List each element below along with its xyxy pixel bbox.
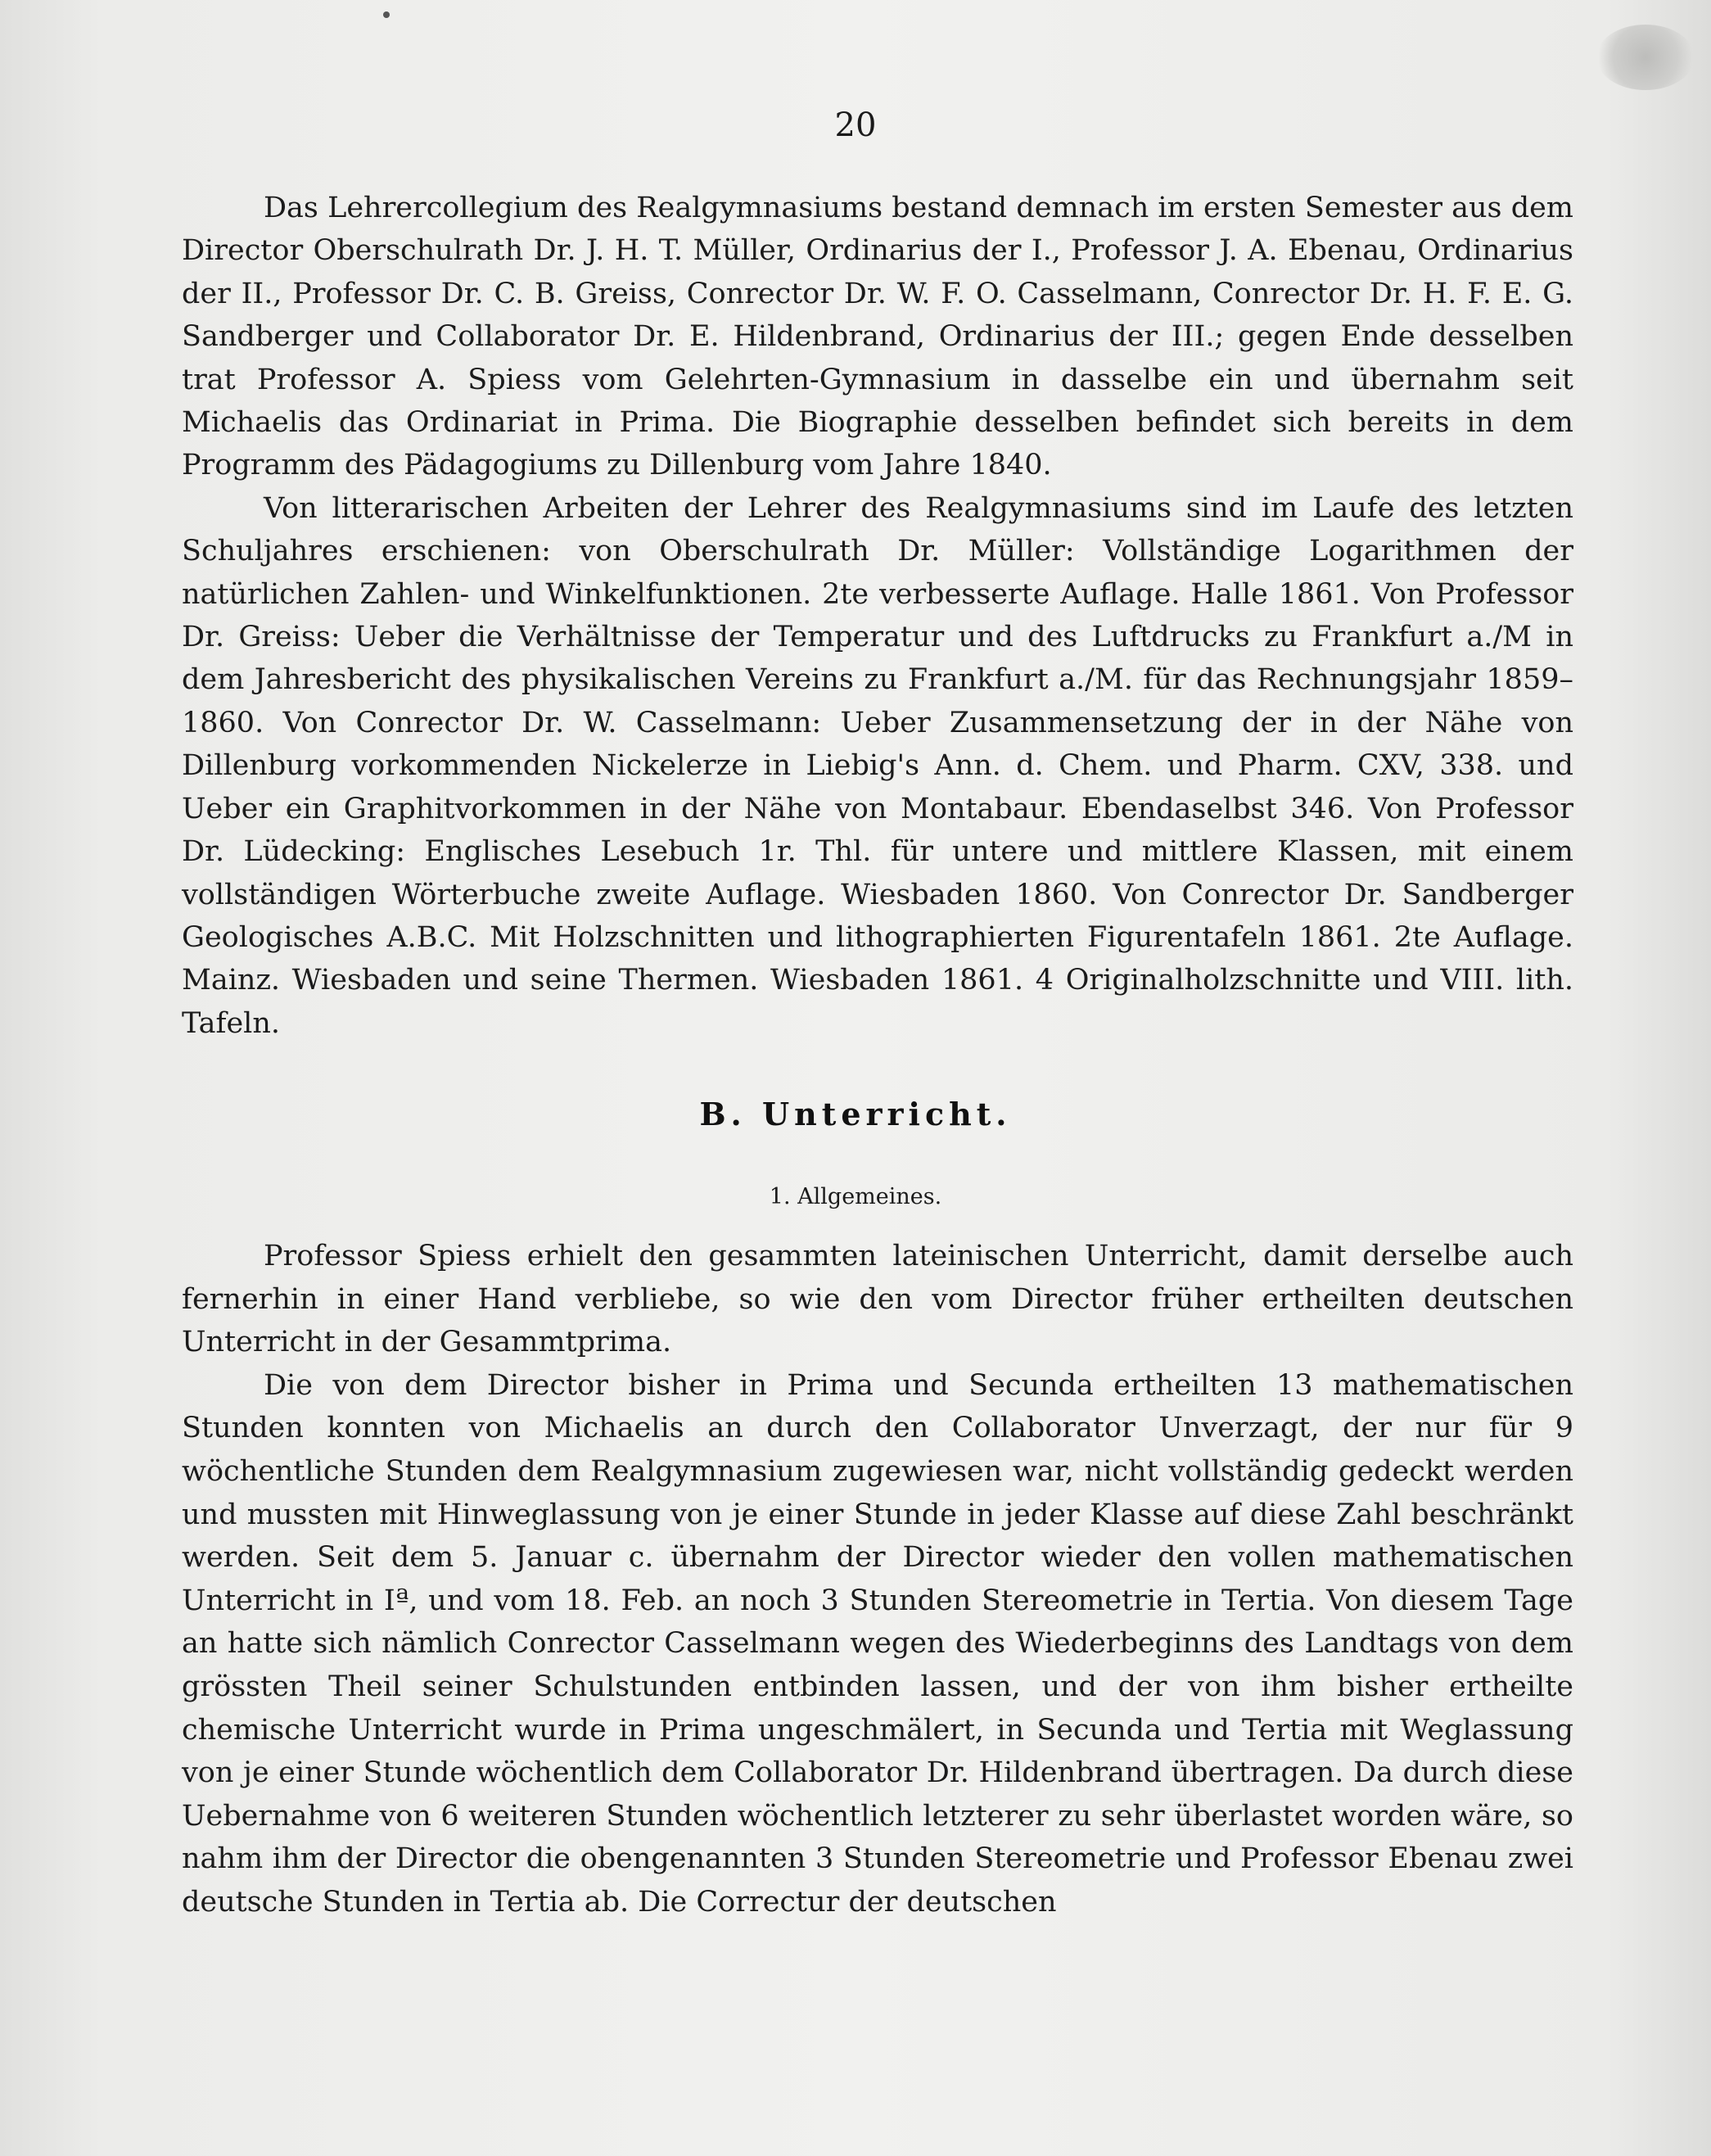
section-heading: B. Unterricht. <box>699 1096 1012 1132</box>
paragraph-teaching-staff: Das Lehrercollegium des Realgymnasiums bestand demnach im ersten Semester aus dem Director Oberschulrath Dr. J. H. T. Müller, Ordinarius der I., Professor J. A. Ebenau, Ordinarius der II., Professor Dr. C. B. Greiss, Conrector Dr. W. F. O. Casselmann, Conrector Dr. H. F. E. G. Sandberger und Collaborator Dr. E. Hildenbrand, Ordinarius der III.; gegen Ende desselben trat Professor A. Spiess vom Gelehrten-Gymnasium in dasselbe ein und übernahm seit Michaelis das Ordinariat in Prima. Die Biographie desselben befindet sich bereits in dem Programm des Pädagogiums zu Dillenburg vom Jahre 1840. <box>182 192 1573 482</box>
paragraph-publications: Von litterarischen Arbeiten der Lehrer des Realgymnasiums sind im Laufe des letzten Schuljahres erschienen: von Oberschulrath Dr. Müller: Vollständige Logarithmen der natürlichen Zahlen- und Winkelfunktionen. 2te verbesserte Auflage. Halle 1861. Von Professor Dr. Greiss: Ueber die Verhältnisse der Temperatur und des Luftdrucks zu Frankfurt a./M in dem Jahresbericht des physikalischen Vereins zu Frankfurt a./M. für das Rechnungsjahr 1859–1860. Von Conrector Dr. W. Casselmann: Ueber Zusammensetzung der in der Nähe von Dillenburg vorkommenden Nickelerze in Liebig's Ann. d. Chem. und Pharm. CXV, 338. und Ueber ein Graphitvorkommen in der Nähe von Montabaur. Ebendaselbst 346. Von Professor Dr. Lüdecking: Englisches Lesebuch 1r. Thl. für untere und mittlere Klassen, mit einem vollständigen Wörterbuche zweite Auflage. Wiesbaden 1860. Von Conrector Dr. Sandberger Geologisches A.B.C. Mit Holzschnitten und lithographierten Figurentafeln 1861. 2te Auflage. Mainz. Wiesbaden und seine Thermen. Wiesbaden 1861. 4 Originalholzschnitte und VIII. lith. Tafeln. <box>182 491 1573 1040</box>
paper-stain <box>1596 25 1695 90</box>
ink-speck <box>383 11 390 18</box>
paragraph-mathematics-instruction: Die von dem Director bisher in Prima und Secunda ertheilten 13 mathematischen Stunden konnten von Michaelis an durch den Collaborator Unverzagt, der nur für 9 wöchentliche Stunden dem Realgymnasium zugewiesen war, nicht vollständig gedeckt werden und mussten mit Hinweglassung von je einer Stunde in jeder Klasse auf diese Zahl beschränkt werden. Seit dem 5. Januar c. übernahm der Director wieder den vollen mathematischen Unterricht in Iª, und vom 18. Feb. an noch 3 Stunden Stereometrie in Tertia. Von diesem Tage an hatte sich nämlich Conrector Casselmann wegen des Wiederbeginns des Landtags von dem grössten Theil seiner Schulstunden entbinden lassen, und der von ihm bisher ertheilte chemische Unterricht wurde in Prima ungeschmälert, in Secunda und Tertia mit Weglassung von je einer Stunde wöchentlich dem Collaborator Dr. Hildenbrand übertragen. Da durch diese Uebernahme von 6 weiteren Stunden wöchentlich letzterer zu sehr überlastet worden wäre, so nahm ihm der Director die obengenannten 3 Stunden Stereometrie und Professor Ebenau zwei deutsche Stunden in Tertia ab. Die Correctur der deutschen <box>182 1368 1573 1919</box>
paragraph-latin-instruction: Professor Spiess erhielt den gesammten lateinischen Unterricht, damit derselbe auch fernerhin in einer Hand verbliebe, so wie den vom Director früher ertheilten deutschen Unterricht in der Gesammtprima. <box>182 1240 1573 1359</box>
staff-and-publications-section <box>182 187 1573 1045</box>
section-subheading: 1. Allgemeines. <box>769 1184 942 1209</box>
instruction-section <box>182 1235 1573 1924</box>
page-number: 20 <box>834 106 877 144</box>
